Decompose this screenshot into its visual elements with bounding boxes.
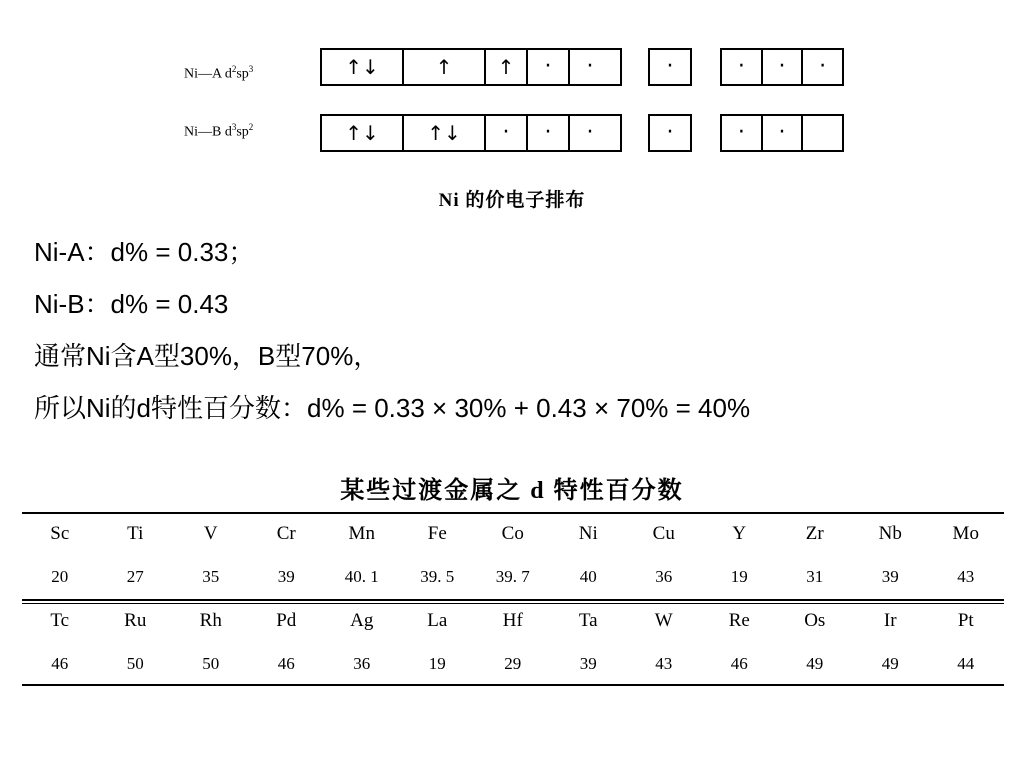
value-cell: 39 (277, 567, 295, 586)
element-cell: Ni (578, 523, 598, 544)
orbital-box: · (666, 54, 674, 79)
orbital-box: · (528, 50, 570, 84)
element-cell: Pd (276, 610, 297, 631)
value-cell: 49 (806, 654, 824, 673)
value-cell: 46 (51, 654, 69, 673)
orbital-box: · (763, 50, 804, 84)
element-cell: Ag (350, 610, 374, 631)
element-cell: Ti (127, 523, 144, 544)
diagram-caption: Ni 的价电子排布 (438, 190, 586, 211)
table-row-elements-2 (22, 610, 1004, 632)
table-mid-rule-2 (22, 603, 1004, 604)
ni-a-s-group (648, 48, 692, 86)
element-cell: Fe (427, 523, 447, 544)
element-cell: Os (804, 610, 826, 631)
ni-b-d-group (320, 114, 622, 152)
value-cell: 40 (579, 567, 597, 586)
value-cell: 31 (806, 567, 824, 586)
element-cell: Nb (878, 523, 902, 544)
element-cell: Cu (652, 523, 675, 544)
value-cell: 39 (579, 654, 597, 673)
value-cell: 27 (126, 567, 144, 586)
value-cell: 46 (730, 654, 748, 673)
value-cell: 49 (881, 654, 899, 673)
text-line-2: Ni-B：d% = 0.43 (34, 289, 229, 319)
element-cell: Mn (348, 523, 375, 544)
table-caption: 某些过渡金属之 d 特性百分数 (340, 478, 684, 504)
value-cell: 36 (353, 654, 371, 673)
value-cell: 44 (957, 654, 975, 673)
table-mid-rule-1 (22, 599, 1004, 601)
element-cell: Hf (502, 610, 523, 631)
value-cell: 20 (51, 567, 69, 586)
ni-b-label: Ni—B $d^3sp^2$ (184, 122, 254, 140)
element-cell: Re (728, 610, 750, 631)
element-cell: V (203, 523, 218, 544)
element-cell: Mo (952, 523, 979, 544)
value-cell: 50 (202, 654, 220, 673)
element-cell: Pt (957, 610, 974, 631)
value-cell: 39 (881, 567, 899, 586)
element-cell: Co (501, 523, 524, 544)
value-cell: 19 (730, 567, 748, 586)
value-cell: 39. 5 (420, 567, 455, 586)
orbital-box: · (528, 116, 570, 150)
element-cell: Sc (50, 523, 70, 544)
text-line-3: 通常Ni含A型30%，B型70%， (34, 341, 380, 371)
element-cell: W (654, 610, 673, 631)
value-cell: 43 (957, 567, 975, 586)
table-top-rule (22, 512, 1004, 514)
value-cell: 19 (428, 654, 446, 673)
orbital-box: · (763, 116, 804, 150)
element-cell: Ir (883, 610, 897, 631)
ni-a-p-group (720, 48, 844, 86)
element-cell: La (427, 610, 448, 631)
table-row-values-1 (22, 567, 1004, 587)
value-cell: 46 (277, 654, 295, 673)
element-cell: Tc (50, 610, 70, 631)
orbital-box: ↑ (486, 50, 528, 84)
text-line-4: 所以Ni的d特性百分数：d% = 0.33 × 30% + 0.43 × 70% = 40% (34, 393, 751, 423)
orbital-box: ↑↓ (404, 116, 486, 150)
orbital-box: ↑↓ (322, 50, 404, 84)
orbital-box: ↑ (404, 50, 486, 84)
orbital-box: · (722, 50, 763, 84)
element-cell: Cr (276, 523, 296, 544)
element-cell: Ta (578, 610, 598, 631)
element-cell: Zr (805, 523, 824, 544)
value-cell: 43 (655, 654, 673, 673)
element-cell: Ru (124, 610, 147, 631)
orbital-box (803, 116, 842, 150)
value-cell: 40. 1 (344, 567, 379, 586)
orbital-box: · (819, 54, 827, 79)
value-cell: 36 (655, 567, 673, 586)
element-cell: Y (732, 523, 747, 544)
ni-b-s-group (648, 114, 692, 152)
orbital-box: ↑↓ (322, 116, 404, 150)
value-cell: 50 (126, 654, 144, 673)
ni-a-label: Ni—A $d^2sp^3$ (184, 64, 254, 82)
ni-b-p-group (720, 114, 844, 152)
ni-a-d-group (320, 48, 622, 86)
table-bottom-rule (22, 684, 1004, 686)
value-cell: 29 (504, 654, 522, 673)
table-row-values-2 (22, 654, 1004, 674)
orbital-box: · (586, 54, 594, 79)
value-cell: 35 (202, 567, 220, 586)
value-cell: 39. 7 (495, 567, 530, 586)
orbital-box: · (722, 116, 763, 150)
text-line-1: Ni-A：d% = 0.33； (34, 237, 255, 267)
table-row-elements-1 (22, 523, 1004, 545)
element-cell: Rh (199, 610, 222, 631)
orbital-box: · (586, 120, 594, 145)
orbital-box: · (486, 116, 528, 150)
orbital-box: · (666, 120, 674, 145)
